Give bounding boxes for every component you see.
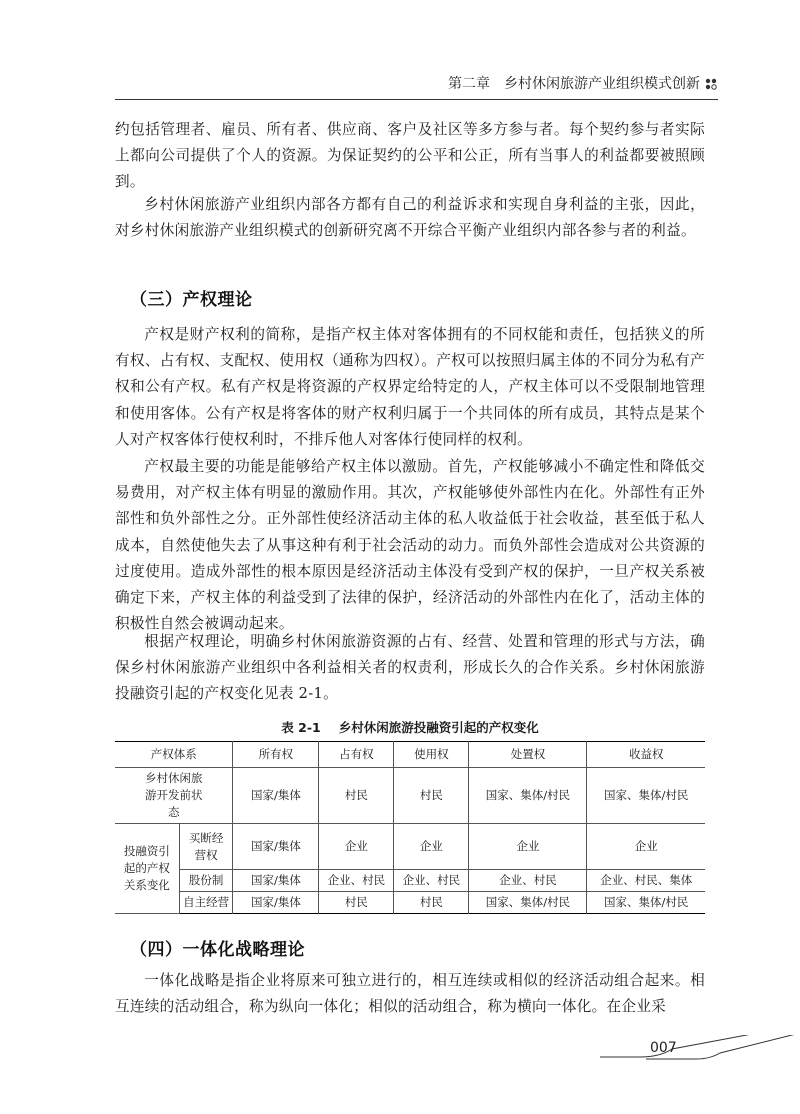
chapter-label: 第二章 xyxy=(448,76,490,92)
table-cell: 国家、集体/村民 xyxy=(587,892,705,914)
section-title-property-rights: （三）产权理论 xyxy=(130,290,253,310)
paragraph-property-definition: 产权是财产权利的简称，是指产权主体对客体拥有的不同权能和责任，包括狭义的所有权、占有权、支配权、使用权（通称为四权）。产权可以按照归属主体的不同分为私有产权和公有产权。私有产权是将资源的产权界定给特定的人，产权主体可以不受限制地管理和使用客体。公有产权是将客体的财产权利归属于一个共同体的所有成员，其特点是某个人对产权客体行使权利时，不排斥他人对客体行使同样的权利。 xyxy=(115,326,705,448)
table-header-cell: 使用权 xyxy=(394,742,469,768)
table-header-cell: 所有权 xyxy=(233,742,319,768)
table-row xyxy=(115,870,705,892)
table-cell: 国家/集体 xyxy=(233,892,319,914)
table-cell: 国家、集体/村民 xyxy=(469,892,587,914)
table-row xyxy=(115,824,705,870)
table-header-cell: 收益权 xyxy=(587,742,705,768)
folio-ornament-icon xyxy=(600,1035,800,1065)
paragraph-interests: 乡村休闲旅游产业组织内部各方都有自己的利益诉求和实现自身利益的主张，因此，对乡村休闲旅游产业组织模式的创新研究离不开综合平衡产业组织内部各参与者的利益。 xyxy=(115,196,705,240)
table-cell: 企业 xyxy=(587,824,705,870)
paragraph-integration-definition: 一体化战略是指企业将原来可独立进行的，相互连续或相似的经济活动组合起来。相互连续的活动组合，称为纵向一体化；相似的活动组合，称为横向一体化。在企业采 xyxy=(115,972,705,1016)
row-label: 自主经营 xyxy=(179,892,233,914)
running-header xyxy=(448,73,718,93)
table-header-cell: 占有权 xyxy=(319,742,394,768)
table-cell: 国家/集体 xyxy=(233,768,319,824)
paragraph-property-application: 根据产权理论，明确乡村休闲旅游资源的占有、经营、处置和管理的形式与方法，确保乡村休闲旅游产业组织中各利益相关者的权责利，形成长久的合作关系。乡村休闲旅游投融资引起的产权变化见表 2-1。 xyxy=(115,633,705,703)
table-cell: 国家/集体 xyxy=(233,870,319,892)
chapter-title: 乡村休闲旅游产业组织模式创新 xyxy=(504,76,700,92)
table-row xyxy=(115,892,705,914)
table-number: 表 2-1 xyxy=(281,720,321,735)
table-cell: 国家/集体 xyxy=(233,824,319,870)
table-cell: 企业 xyxy=(469,824,587,870)
table-cell: 国家、集体/村民 xyxy=(587,768,705,824)
row-label: 买断经营权 xyxy=(179,824,233,870)
row-label: 乡村休闲旅游开发前状态 xyxy=(115,768,233,824)
property-rights-table xyxy=(115,741,705,914)
table-caption xyxy=(115,718,705,736)
table-cell: 企业、村民、集体 xyxy=(587,870,705,892)
table-cell: 企业、村民 xyxy=(469,870,587,892)
leaf-ornament-icon xyxy=(704,77,718,91)
table-cell: 企业、村民 xyxy=(319,870,394,892)
paragraph-contract: 约包括管理者、雇员、所有者、供应商、客户及社区等多方参与者。每个契约参与者实际上都向公司提供了个人的资源。为保证契约的公平和公正，所有当事人的利益都要被照顾到。 xyxy=(115,121,705,191)
table-cell: 村民 xyxy=(319,892,394,914)
table-header-cell: 产权体系 xyxy=(115,742,233,768)
table-header-row xyxy=(115,742,705,768)
table-row xyxy=(115,768,705,824)
group-label: 投融资引起的产权关系变化 xyxy=(115,824,179,914)
paragraph-property-function: 产权最主要的功能是能够给产权主体以激励。首先，产权能够减小不确定性和降低交易费用，对产权主体有明显的激励作用。其次，产权能够使外部性内在化。外部性有正外部性和负外部性之分。正外部性使经济活动主体的私人收益低于社会收益，甚至低于私人成本，自然使他失去了从事这种有利于社会活动的动力。而负外部性会造成对公共资源的过度使用。造成外部性的根本原因是经济活动主体没有受到产权的保护，一旦产权关系被确定下来，产权主体的利益受到了法律的保护，经济活动的外部性内在化了，活动主体的积极性自然会被调动起来。 xyxy=(115,458,705,633)
table-cell: 企业 xyxy=(394,824,469,870)
table-header-cell: 处置权 xyxy=(469,742,587,768)
section-title-integration-strategy: （四）一体化战略理论 xyxy=(130,940,305,960)
table-title: 乡村休闲旅游投融资引起的产权变化 xyxy=(338,720,539,735)
table-cell: 村民 xyxy=(394,768,469,824)
table-cell: 村民 xyxy=(319,768,394,824)
table-cell: 村民 xyxy=(394,892,469,914)
table-cell: 国家、集体/村民 xyxy=(469,768,587,824)
header-rule xyxy=(115,99,718,100)
page-number: 007 xyxy=(650,1040,677,1056)
table-cell: 企业、村民 xyxy=(394,870,469,892)
row-label: 股份制 xyxy=(179,870,233,892)
table-cell: 企业 xyxy=(319,824,394,870)
